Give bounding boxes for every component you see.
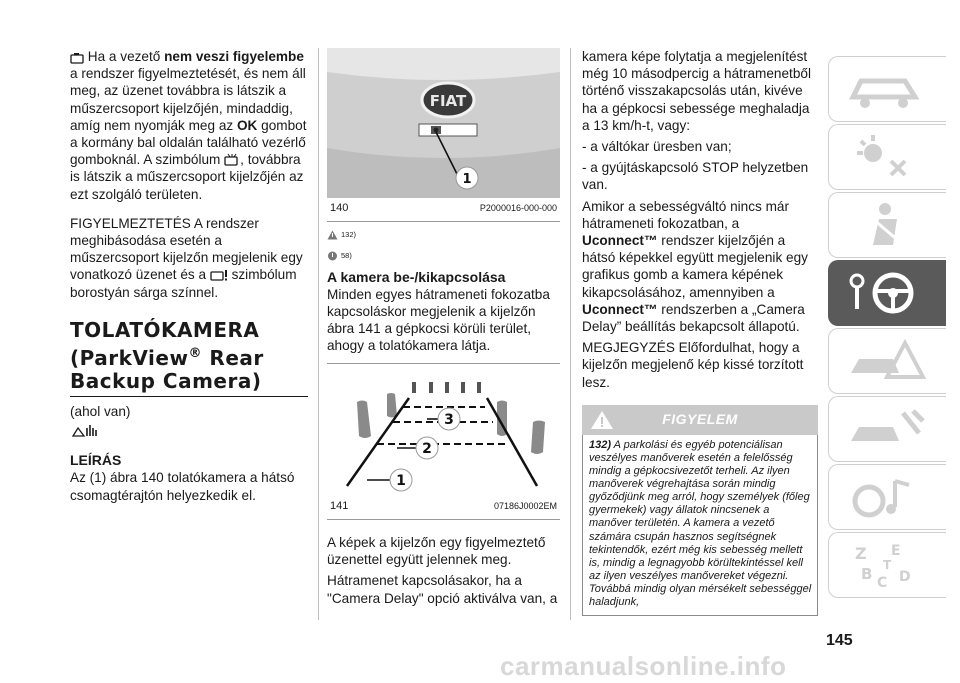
subheading-description: LEÍRÁS <box>70 452 122 469</box>
callout-1: 1 <box>396 472 406 489</box>
tailgate-illustration <box>327 48 560 198</box>
figure-140-camera-location <box>327 48 560 198</box>
figure-code: 07186J0002EM <box>493 500 557 511</box>
paragraph-camera-continue: kamera képe folytatja a megjelenítést még 10 másodpercig a hátramenetből történő visszakapcsolás után, kivéve ha a gépkocsi sebessége meghaladja a 13 km/h-t, vagy: <box>582 49 811 133</box>
optional-equipment-icon <box>70 422 100 440</box>
warning-title: FIGYELEM <box>662 411 738 428</box>
svg-text:D: D <box>899 569 911 585</box>
paragraph-images-message: A képek a kijelzőn egy figyelmeztető üzenettel együtt jelennek meg. <box>327 535 546 568</box>
service-icon <box>843 403 933 455</box>
column-1 <box>70 48 308 504</box>
availability-note: (ahol van) <box>70 403 131 419</box>
steering-key-icon <box>843 267 933 319</box>
paragraph-camera-display: Minden egyes hátrameneti fokozatba kapcsoláskor megjelenik a kijelzőn ábra 141 a gépkocsi körüli terület, ahogy a tolatókamera látja. <box>327 286 550 354</box>
callout-2: 2 <box>422 440 432 457</box>
warning-header <box>582 405 818 435</box>
sidebar-tab-index[interactable] <box>828 532 946 598</box>
camera-symbol-icon <box>70 52 84 64</box>
figure-140-caption <box>327 198 560 222</box>
fiat-logo: FIAT <box>429 92 467 110</box>
climate-icon <box>843 131 933 183</box>
figure-number: 140 <box>330 202 349 214</box>
callout-3: 3 <box>444 411 454 428</box>
note-circle-icon <box>327 251 338 261</box>
svg-text:C: C <box>877 575 888 591</box>
figure-number: 141 <box>330 499 349 512</box>
chapter-sidebar <box>828 56 948 600</box>
car-dashboard-icon <box>843 63 933 115</box>
note-reference: 58) <box>327 247 560 264</box>
sidebar-tab-safety[interactable] <box>828 192 946 258</box>
sidebar-tab-climate[interactable] <box>828 124 946 190</box>
svg-text:Z: Z <box>855 544 867 563</box>
paragraph-description: Az (1) ábra 140 tolatókamera a hátsó csomagtérajtón helyezkedik el. <box>70 470 295 503</box>
warning-icon <box>843 335 933 387</box>
paragraph-warning-ignored: Ha a vezető nem veszi figyelembe a rendszer figyelmeztetését, és nem áll meg, az üzenet továbbra is látszik a műszercsoport kijelzőjén, mindaddig, amíg nem nyomják meg az OK gombot a kormány bal oldalán található vezérlő gomboknál. A szimbólum , továbbra is látszik a műszercsoport kijelzőjén az ezt szolgáló területen. <box>70 49 307 202</box>
warning-reference: 132) <box>327 226 560 243</box>
figure-141-guidelines <box>327 374 560 496</box>
parking-guidelines-illustration <box>327 374 560 492</box>
column-3 <box>582 48 818 616</box>
index-icon <box>843 539 933 591</box>
column-2 <box>327 48 560 607</box>
list-item: - a gyújtáskapcsoló STOP helyzetben van. <box>582 160 809 193</box>
sidebar-tab-dashboard[interactable] <box>828 56 946 122</box>
callout-1: 1 <box>462 172 472 187</box>
figure-141-caption <box>327 496 560 520</box>
paragraph-note: MEGJEGYZÉS Előfordulhat, hogy a kijelzőn megjelenő kép kissé torzított lesz. <box>582 340 804 390</box>
figure-code: P2000016-000-000 <box>479 203 557 213</box>
warning-box <box>582 405 818 616</box>
warning-triangle-icon <box>327 230 338 240</box>
warning-body: 132) A parkolási és egyéb potenciálisan veszélyes manőverek esetén a felelősség mindig a gépkocsivezetőt terheli. Az ilyen manőverek végrehajtása során mindig győződjünk meg arról, hogy személyek (főleg gyermekek) vagy állatok nincsenek a manőver területén. A kamera a vezető számára csupán hasznos segítségnek tekintendők, ezért még kis sebesség mellett is, mindig a legnagyobb körültekintéssel kell az ilyen veszélyes manővereket végezni. Továbbá mindig olyan mérsékelt sebességgel haladjunk, <box>582 435 818 616</box>
camera-fault-icon <box>210 268 228 282</box>
sidebar-tab-driving[interactable] <box>828 260 946 326</box>
svg-text:B: B <box>861 565 873 583</box>
page-number: 145 <box>826 632 853 649</box>
sidebar-tab-service[interactable] <box>828 396 946 462</box>
svg-text:E: E <box>891 543 901 559</box>
section-heading: TOLATÓKAMERA (ParkView® Rear Backup Camera) <box>70 319 308 397</box>
subheading-camera-toggle: A kamera be-/kikapcsolása <box>327 268 506 285</box>
list-item: - a váltókar üresben van; <box>582 139 732 155</box>
paragraph-uconnect: Amikor a sebességváltó nincs már hátrameneti fokozatban, a Uconnect™ rendszer kijelzőjén a hátsó képekkel együtt megjelenik egy grafikus gomb a kamera képének kikapcsolásához, amennyiben a Uconnect™ rendszerben a „Camera Delay” beállítás bekapcsolt állapotú. <box>582 198 808 335</box>
sidebar-tab-emergency[interactable] <box>828 328 946 394</box>
sidebar-tab-multimedia[interactable] <box>828 464 946 530</box>
figure-rule <box>327 355 560 364</box>
column-divider <box>570 48 571 620</box>
paragraph-camera-delay: Hátramenet kapcsolásakor, ha a "Camera Delay" opció aktiválva van, a <box>327 573 558 606</box>
warning-triangle-icon <box>590 410 614 430</box>
column-divider <box>318 48 319 620</box>
watermark: carmanualsonline.info <box>500 651 787 681</box>
seat-safety-icon <box>843 199 933 251</box>
multimedia-icon <box>843 471 933 523</box>
paragraph-malfunction: FIGYELMEZTETÉS A rendszer meghibásodása esetén a műszercsoport kijelzőn megjelenik egy vonatkozó üzenet és a szimbólum borostyán sárga színnel. <box>70 215 303 300</box>
svg-text:T: T <box>883 558 892 572</box>
camera-off-icon <box>224 153 240 167</box>
